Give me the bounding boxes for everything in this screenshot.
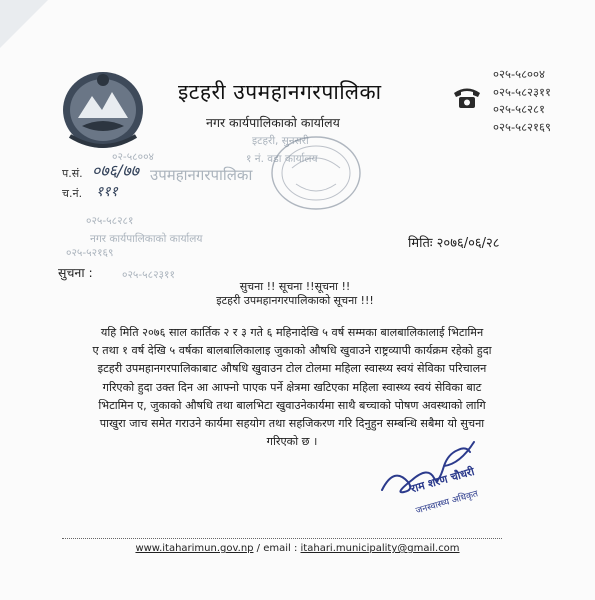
cn-value: १११: [96, 184, 118, 200]
nepal-emblem-icon: [60, 66, 146, 150]
body-line: ए तथा १ वर्ष देखि ५ वर्षका बालबालिकालाइ जुकाको औषधि खुवाउने राष्ट्रव्यापी कार्यक्रम रहेको हुदा: [92, 344, 492, 358]
email-link[interactable]: itahari.municipality@gmail.com: [300, 543, 460, 554]
phone-number: ०२५-५८२८१: [493, 102, 545, 116]
showthrough-office: नगर कार्यपालिकाको कार्यालय: [90, 233, 203, 245]
phone-numbers: [493, 66, 551, 136]
showthrough-title: उपमहानगरपालिका: [150, 166, 253, 184]
ps-label: प.सं.: [62, 167, 83, 180]
ps-value: ०७६/७७: [92, 161, 139, 180]
notice-date: मितिः २०७६/०६/२८: [408, 236, 500, 251]
phone-number: ०२५-५८२३११: [493, 84, 551, 99]
body-line: भिटामिन ए, जुकाको औषधि तथा बालभिटा खुवाउनेकार्यमा साथै बच्चाको पोषण अवस्थाको लागि: [98, 398, 486, 412]
headline-line-1: सुचना !! सूचना !!सूचना !!: [239, 280, 351, 293]
notice-label: सुचना :: [58, 265, 93, 280]
notice-headline: [150, 280, 440, 308]
body-line: यहि मिति २०७६ साल कार्तिक २ र ३ गते ६ महिनादेखि ५ वर्ष सम्मका बालबालिकालाई भिटामिन: [100, 326, 484, 339]
phone-number: ०२५-५८२१६९: [493, 119, 551, 134]
showthrough-number: ०२-५८००४: [112, 151, 155, 163]
notice-body: [62, 324, 522, 451]
folded-corner: [0, 0, 48, 48]
faint-address: इटहरी, सुनसरी: [252, 135, 309, 147]
body-line: इटहरी उपमहानगरपालिकाबाट औषधि खुवाउन टोल टोलमा महिला स्वास्थ्य स्वयं सेविका परिचालन: [97, 362, 487, 376]
office-seal-icon: [262, 128, 370, 218]
body-line: गरिएको हुदा उक्त दिन आ आफ्नो पाएक पर्ने क्षेत्रमा खटिएका महिला स्वास्थ्य स्वयं सेविका बाट: [102, 380, 482, 394]
body-line: गरिएको छ ।: [266, 435, 318, 449]
headline-line-2: इटहरी उपमहानगरपालिकाको सूचना !!!: [216, 294, 374, 307]
phone-number: ०२५-५८००४: [493, 67, 545, 81]
telephone-icon: [452, 84, 482, 110]
showthrough-number-3: ०२५-५८२३११: [122, 269, 175, 281]
cn-label: च.नं.: [62, 187, 83, 200]
footer-separator: / email :: [253, 543, 301, 554]
signatory-name: राम शरण चौधरी: [409, 464, 476, 496]
signatory-title: जनस्वास्थ्य अधिकृत: [414, 489, 480, 517]
office-subtitle: नगर कार्यपालिकाको कार्यालय: [206, 115, 340, 130]
page-title: इटहरी उपमहानगरपालिका: [178, 80, 382, 104]
footer-divider: [62, 538, 502, 539]
showthrough-number-4: ०२५-५२१६९: [66, 247, 114, 259]
body-line: पाखुरा जाच समेत गराउने कार्यमा सहयोग तथा सहजिकरण गरि दिनुहुन सम्बन्धि सबैमा यो सुचना: [99, 417, 485, 431]
showthrough-org: १ नं. वडा कार्यालय: [246, 153, 318, 165]
showthrough-number-2: ०२५-५८२८१: [86, 215, 134, 227]
website-link[interactable]: www.itaharimun.gov.np: [135, 543, 254, 554]
footer: [0, 543, 595, 554]
